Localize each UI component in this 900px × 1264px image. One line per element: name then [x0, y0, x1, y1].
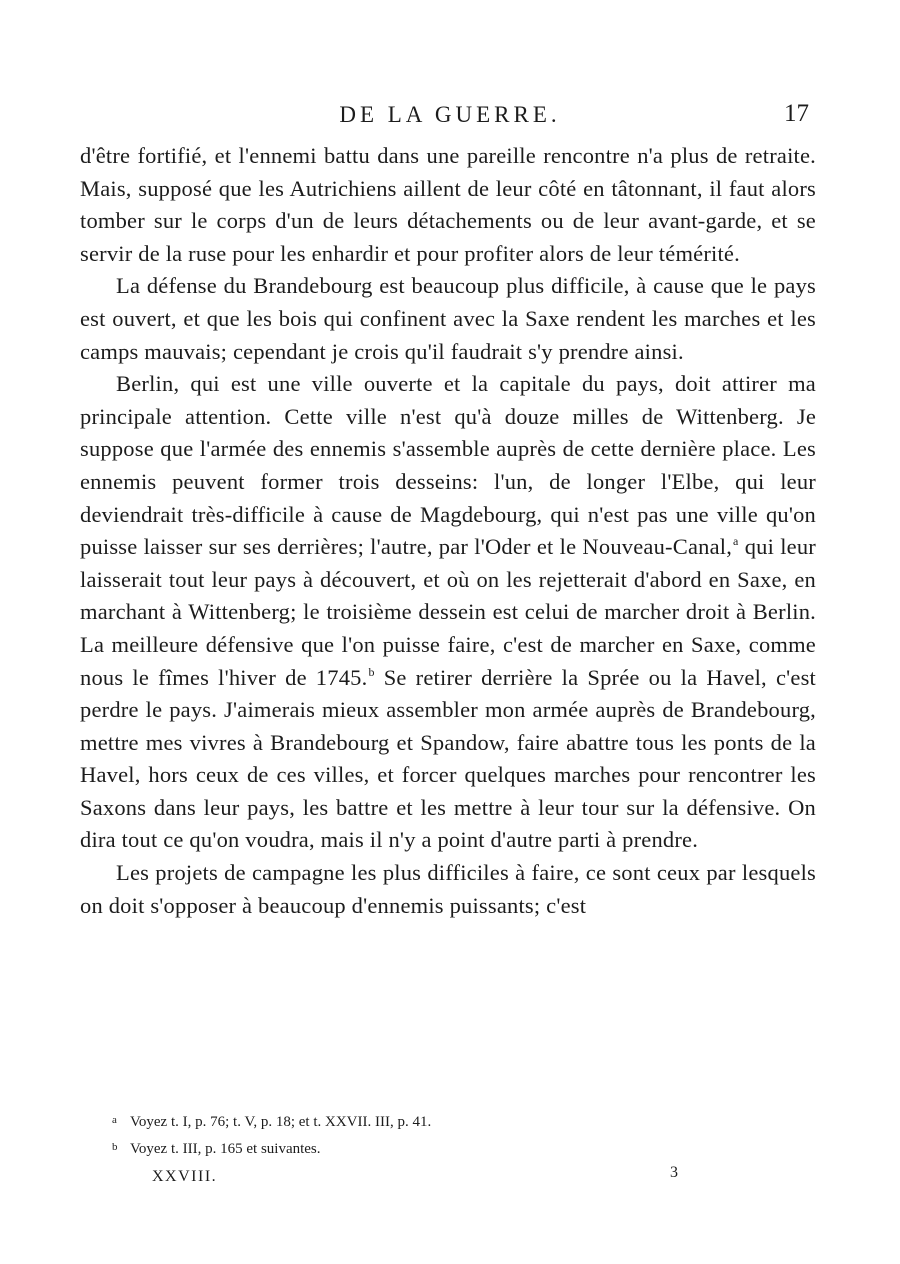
footnote-a — [112, 1108, 812, 1135]
paragraph-2: La défense du Brandebourg est beaucoup plus difficile, à cause que le pays est ouvert, et que les bois qui confinent avec la Saxe rendent les marches et les camps mauvais; cependant je crois qu'il faudrait s'y prendre ainsi. — [80, 273, 816, 364]
footnote-ref-b: b — [368, 664, 375, 679]
footnote-text: Voyez t. III, p. 165 et suivantes. — [130, 1141, 321, 1157]
footnote-mark: b — [112, 1141, 118, 1153]
signature-mark: XXVIII. — [152, 1168, 218, 1185]
footnotes — [112, 1108, 812, 1162]
footnote-b — [112, 1135, 812, 1162]
footnote-mark: a — [112, 1114, 117, 1126]
paragraph-1: d'être fortifié, et l'ennemi battu dans une pareille rencontre n'a plus de retraite. Mais, supposé que les Autrichiens aillent de leur côté en tâtonnant, il faut alors tomber sur le corps d'un de leurs détachements ou de leur avant-garde, et se servir de la ruse pour les enhardir et pour profiter alors de leur témérité. — [80, 143, 816, 266]
footnote-ref-a: a — [733, 534, 739, 549]
paragraph-3-part-b: qui leur laisserait tout leur pays à découvert, et où on les rejetterait d'abord en Saxe, en marchant à Wittenberg; le troisième dessein est celui de marcher droit à Berlin. La meilleure défensive que l'on puisse faire, c'est de marcher en Saxe, comme nous le fîmes l'hiver de 1745. — [80, 534, 816, 690]
paragraph-3-part-a: Berlin, qui est une ville ouverte et la capitale du pays, doit attirer ma principale attention. Cette ville n'est qu'à douze milles de Wittenberg. Je suppose que l'armée des ennemis s'assemble auprès de cette dernière place. Les ennemis peuvent former trois desseins: l'un, de longer l'Elbe, qui leur deviendrait très-difficile à cause de Magdebourg, qui n'est pas une ville qu'on puisse laisser sur ses derrières; l'autre, par l'Oder et le Nouveau-Canal, — [80, 371, 816, 560]
running-head — [0, 98, 900, 132]
paragraph-3 — [80, 368, 816, 857]
body-text — [80, 140, 816, 922]
paragraph-3-part-c: Se retirer derrière la Sprée ou la Havel, c'est perdre le pays. J'aimerais mieux assembler mon armée auprès de Brandebourg, mettre mes vivres à Brandebourg et Spandow, faire abattre tous les ponts de la Havel, hors ceux de ces villes, et forcer quelques marches pour rencontrer les Saxons dans leur pays, les battre et les mettre à leur tour sur la défensive. On dira tout ce qu'on voudra, mais il n'y a point d'autre parti à prendre. — [80, 664, 816, 853]
footnote-text: Voyez t. I, p. 76; t. V, p. 18; et t. XXVII. III, p. 41. — [130, 1114, 432, 1130]
paragraph-4: Les projets de campagne les plus difficiles à faire, ce sont ceux par lesquels on doit s'opposer à beaucoup d'ennemis puissants; c'est — [80, 860, 816, 918]
running-title: DE LA GUERRE. — [339, 102, 561, 127]
page-number: 17 — [784, 100, 809, 127]
sheet-number: 3 — [670, 1164, 678, 1181]
